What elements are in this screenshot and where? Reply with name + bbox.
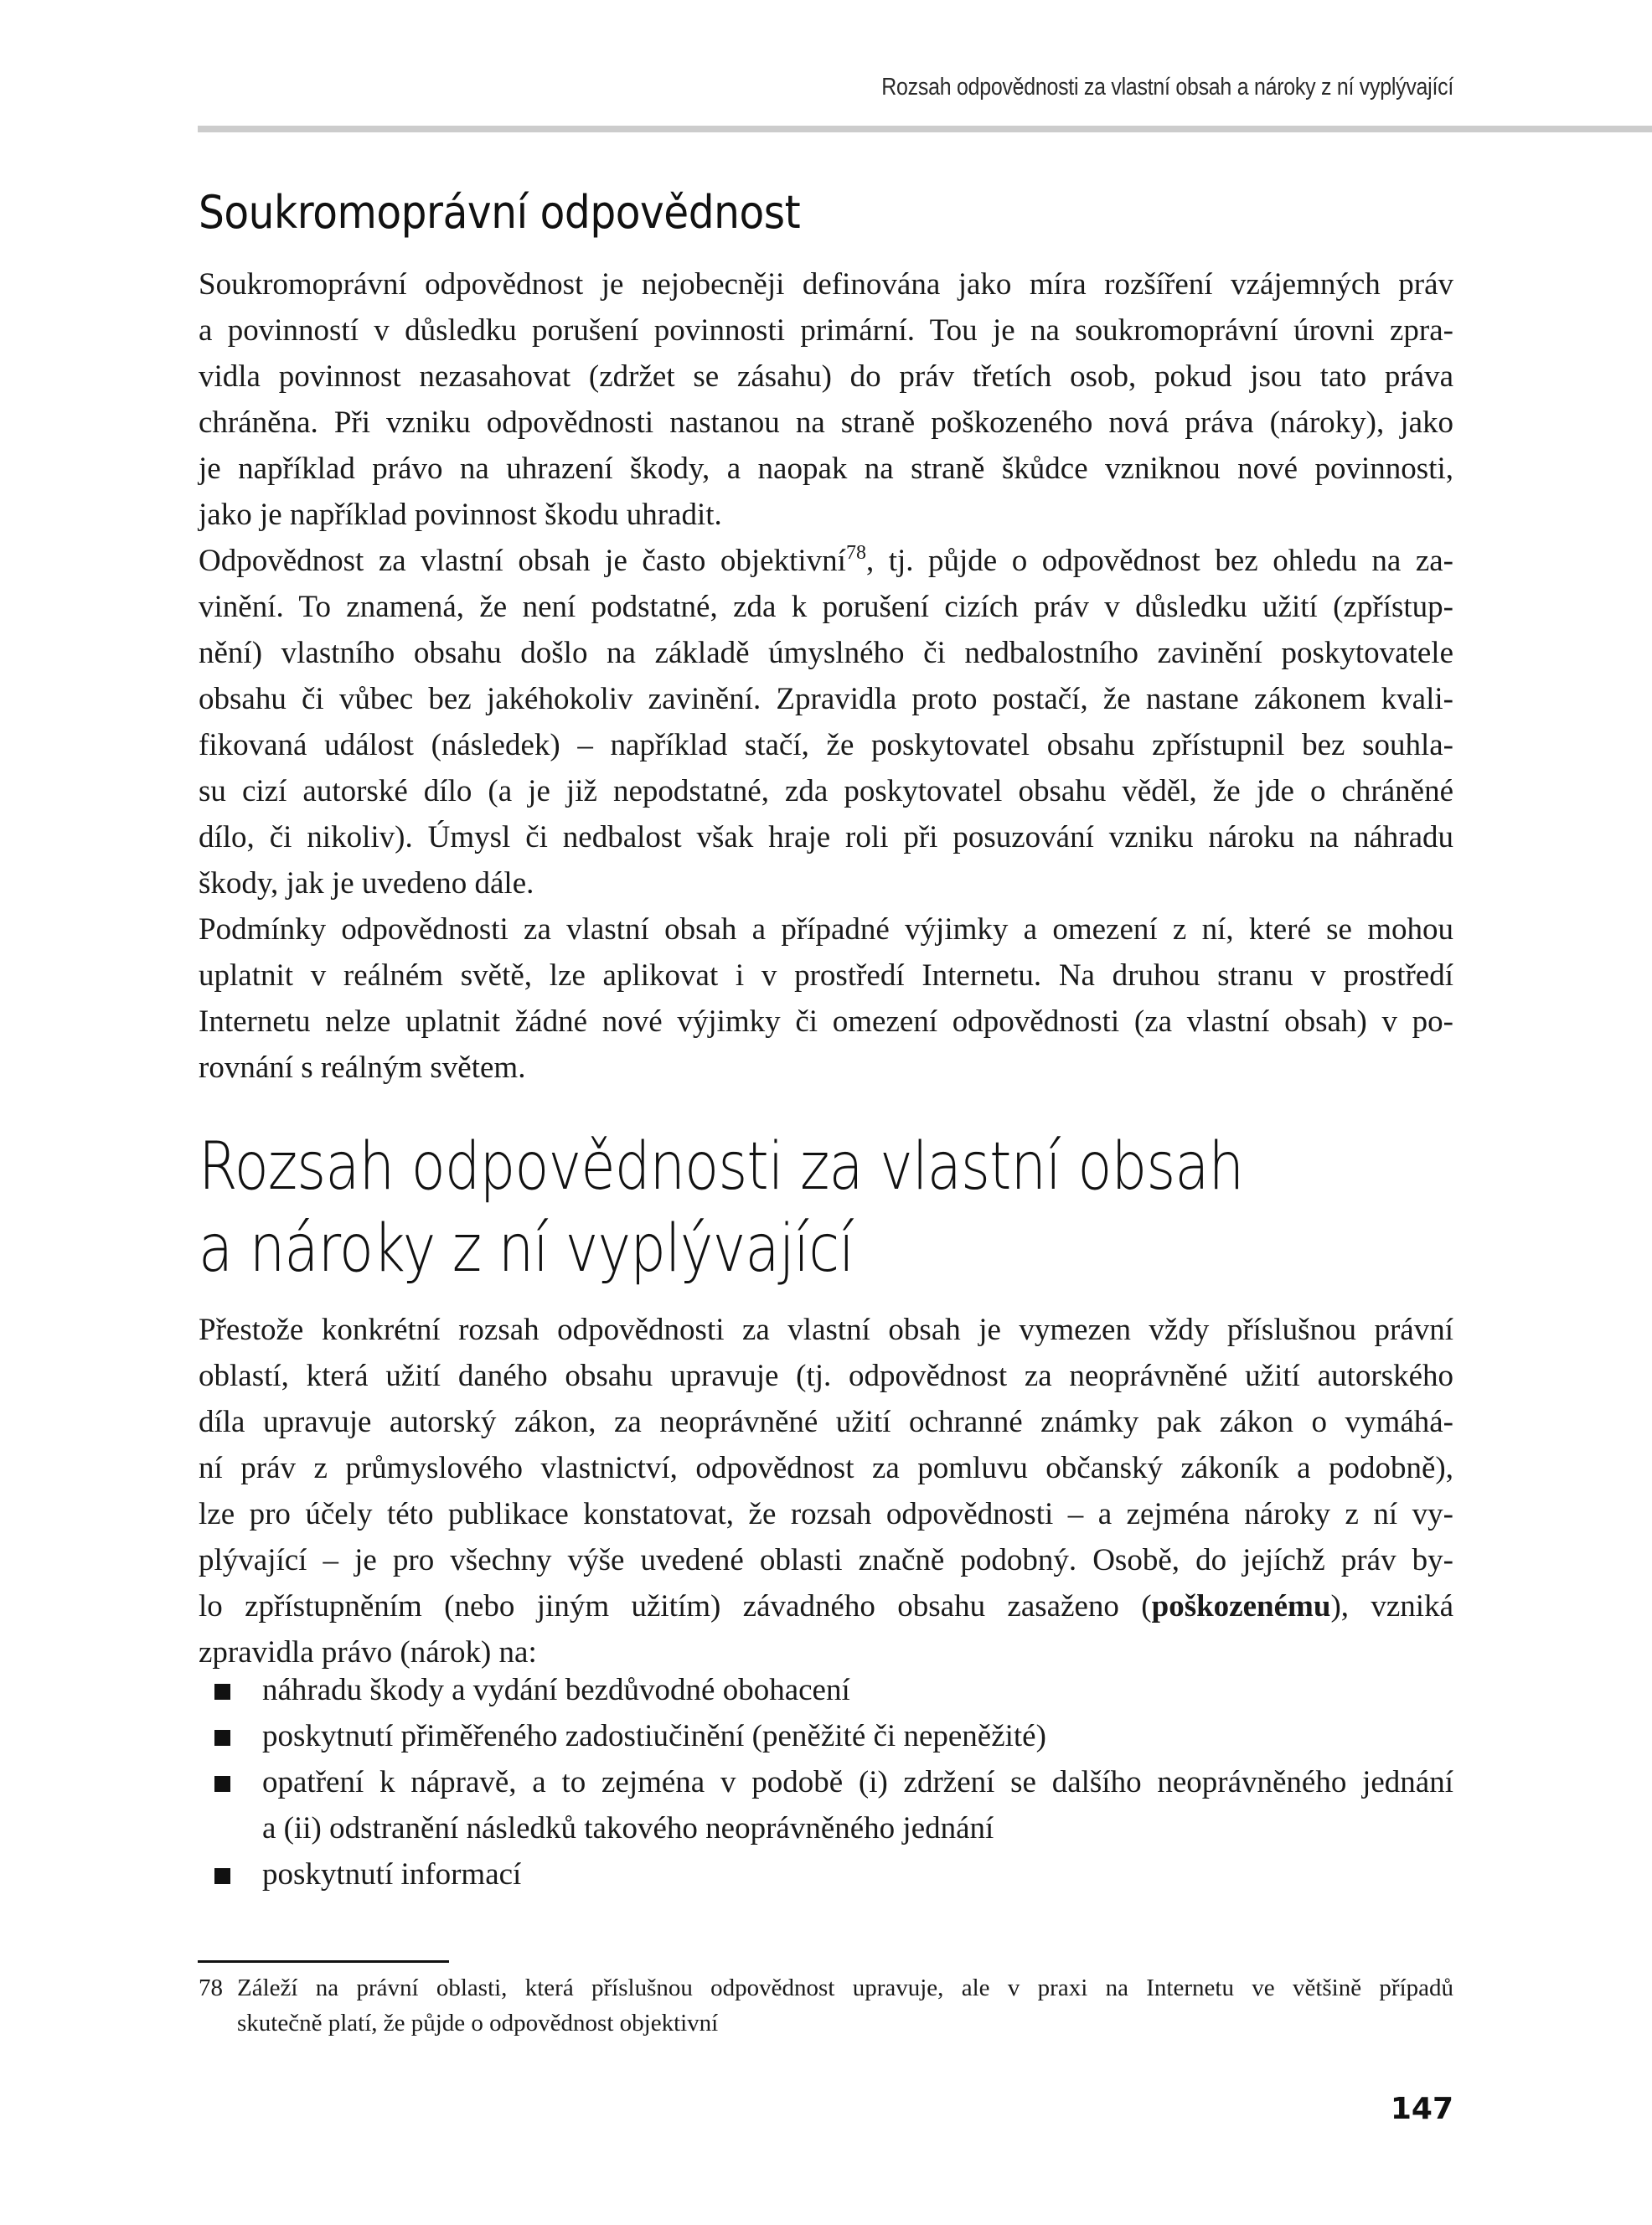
page-number: 147 (1390, 2092, 1453, 2126)
text-line: chráněna. Při vzniku odpovědnosti nastanou na straně poškozeného nová práva (nároky), jako (199, 405, 1453, 440)
header-rule (198, 126, 1652, 132)
list-item (199, 1713, 1453, 1759)
list-item (199, 1667, 1453, 1713)
section-heading: Soukromoprávní odpovědnost (199, 186, 801, 239)
footnote-line: Záleží na právní oblasti, která příslušnou odpovědnost upravuje, ale v praxi na Internetu ve většině případů (237, 1975, 1453, 2001)
text-line: plývající – je pro všechny výše uvedené oblasti značně podobný. Osobě, do jejíchž práv by- (199, 1543, 1453, 1577)
text-line: ní práv z průmyslového vlastnictví, odpovědnost za pomluvu občanský zákoník a podobně), (199, 1451, 1453, 1485)
footnote-number: 78 (199, 1975, 223, 2001)
text-line: škody, jak je uvedeno dále. (199, 866, 534, 901)
footnote-reference[interactable]: 78 (845, 542, 866, 564)
text-line: fikovaná událost (následek) – například stačí, že poskytovatel obsahu zpřístupnil bez souhla- (199, 728, 1453, 762)
footnote-separator (198, 1960, 449, 1963)
text-line: je například právo na uhrazení škody, a naopak na straně škůdce vzniknou nové povinnosti, (199, 452, 1453, 486)
text-line: Přestože konkrétní rozsah odpovědnosti za vlastní obsah je vymezen vždy příslušnou právní (199, 1313, 1453, 1347)
text-line: nění) vlastního obsahu došlo na základě úmyslného či nedbalostního zavinění poskytovatele (199, 636, 1453, 670)
list-item (199, 1851, 1453, 1897)
text-line: díla upravuje autorský zákon, za neoprávněné užití ochranné známky pak zákon o vymáhá- (199, 1405, 1453, 1439)
text-line: a povinností v důsledku porušení povinnosti primární. Tou je na soukromoprávní úrovni zpra- (199, 313, 1453, 348)
text-line: oblastí, která užití daného obsahu upravuje (tj. odpovědnost za neoprávněné užití autorského (199, 1359, 1453, 1393)
text-line: Odpovědnost za vlastní obsah je často objektivní$^{78}$, tj. půjde o odpovědnost bez ohledu na za- (199, 542, 1453, 578)
paragraph-4 (199, 1307, 1453, 1675)
text-line: opatření k nápravě, a to zejména v podobě (i) zdržení se dalšího neoprávněného jednání (262, 1765, 1453, 1799)
text-line: náhradu škody a vydání bezdůvodné obohacení (262, 1673, 850, 1707)
text-line: a (ii) odstranění následků takového neoprávněného jednání (262, 1811, 994, 1846)
text-line: su cizí autorské dílo (a je již nepodstatné, zda poskytovatel obsahu věděl, že jde o chráněné (199, 774, 1453, 808)
text-line: zpravidla právo (nárok) na: (199, 1635, 537, 1670)
square-bullet-icon (214, 1868, 230, 1884)
emphasized-term: poškozenému (1151, 1589, 1331, 1624)
text-line: obsahu či vůbec bez jakéhokoliv zavinění. Zpravidla proto postačí, že nastane zákonem kvali- (199, 682, 1453, 716)
square-bullet-icon (214, 1730, 230, 1746)
rights-bullet-list (199, 1667, 1453, 1897)
text-line: Soukromoprávní odpovědnost je nejobecněji definována jako míra rozšíření vzájemných práv (199, 267, 1453, 302)
chapter-heading: Rozsah odpovědnosti za vlastní obsah a nároky z ní vyplývající (199, 1129, 1244, 1287)
text-line: lze pro účely této publikace konstatovat, že rozsah odpovědnosti – a zejména nároky z ní vy- (199, 1497, 1453, 1531)
text-line: vidla povinnost nezasahovat (zdržet se zásahu) do práv třetích osob, pokud jsou tato práva (199, 359, 1453, 394)
text-line: rovnání s reálným světem. (199, 1051, 526, 1085)
footnote-line: skutečně platí, že půjde o odpovědnost objektivní (237, 2010, 719, 2037)
text-line: poskytnutí přiměřeného zadostiučinění (peněžité či nepeněžité) (262, 1719, 1046, 1753)
paragraph-3 (199, 906, 1453, 1091)
text-line: Podmínky odpovědnosti za vlastní obsah a případné výjimky a omezení z ní, které se mohou (199, 912, 1453, 947)
text-line: dílo, či nikoliv). Úmysl či nedbalost však hraje roli při posuzování vzniku nároku na náhradu (199, 820, 1453, 854)
running-header-title: Rozsah odpovědnosti za vlastní obsah a nároky z ní vyplývající (881, 74, 1453, 101)
square-bullet-icon (214, 1776, 230, 1792)
text-line: Internetu nelze uplatnit žádné nové výjimky či omezení odpovědnosti (za vlastní obsah) v po- (199, 1004, 1453, 1039)
text-line: vinění. To znamená, že není podstatné, zda k porušení cizích práv v důsledku užití (zpřístup- (199, 590, 1453, 624)
chapter-heading-scope-of-liability (199, 1126, 1453, 1290)
text-line: lo zpřístupněním (nebo jiným užitím) závadného obsahu zasaženo (poškozenému), vzniká (199, 1589, 1453, 1624)
footnote-78 (199, 1970, 1453, 2041)
text-line: jako je například povinnost škodu uhradit. (199, 498, 722, 532)
list-item (199, 1759, 1453, 1851)
paragraph-2 (199, 538, 1453, 906)
section-heading-private-law-liability (199, 186, 1453, 239)
text-line: poskytnutí informací (262, 1857, 522, 1892)
square-bullet-icon (214, 1684, 230, 1700)
text-line: uplatnit v reálném světě, lze aplikovat i v prostředí Internetu. Na druhou stranu v prostředí (199, 958, 1453, 993)
paragraph-1 (199, 261, 1453, 538)
